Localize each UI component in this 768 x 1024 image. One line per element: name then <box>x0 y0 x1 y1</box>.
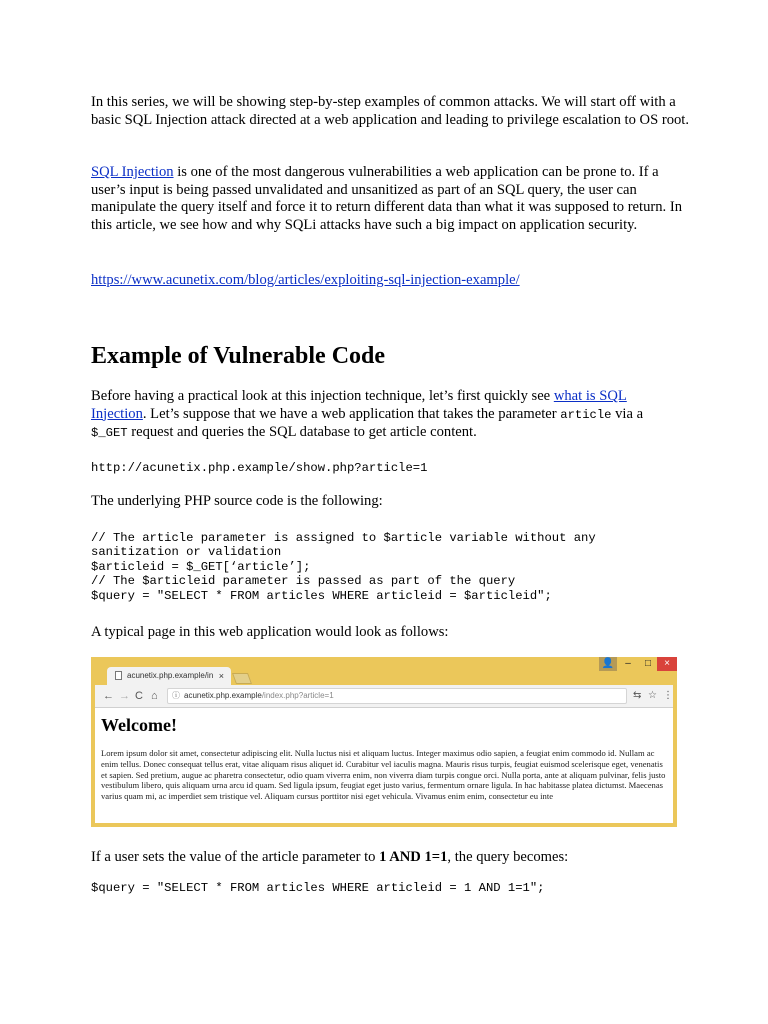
url-host: acunetix.php.example <box>184 691 262 700</box>
inline-code-article: article <box>560 407 612 422</box>
star-icon: ☆ <box>648 690 657 701</box>
close-window-icon: × <box>657 657 677 671</box>
sqli-paragraph <box>91 164 691 234</box>
address-bar <box>167 688 627 704</box>
inline-code-get: $_GET <box>91 426 128 441</box>
tab-close-icon: × <box>218 671 224 681</box>
browser-screenshot <box>91 657 677 827</box>
vulnerable-code-intro <box>91 388 681 443</box>
reload-icon: C <box>135 690 143 702</box>
source-url-paragraph <box>91 272 520 290</box>
browser-toolbar <box>95 685 673 708</box>
intro-text-a: Before having a practical look at this injection technique, let’s first quickly see <box>91 388 554 404</box>
section-heading: Example of Vulnerable Code <box>91 343 386 369</box>
typical-page-paragraph: A typical page in this web application would look as follows: <box>91 624 449 640</box>
php-source-code: // The article parameter is assigned to $article variable without any sanitization or validation $articleid = $_GET[‘article’]; // The $articleid parameter is passed as part of the query $query = "SELECT * FROM articles WHERE articleid = $articleid"; <box>91 531 596 603</box>
sqli-paragraph-text: is one of the most dangerous vulnerabilities a web application can be prone to. If a user’s input is being passed unvalidated and unsanitized as part of an SQL query, the user can manipulate the query itself and force it to return different data than what it was supposed to return. In this article, we see how and why SQLi attacks have such a big impact on application security. <box>91 164 682 233</box>
intro-paragraph: In this series, we will be showing step-by-step examples of common attacks. We will start off with a basic SQL Injection attack directed at a web application and leading to privilege escalation to OS root. <box>91 94 690 128</box>
query-change-text-b: , the query becomes: <box>447 849 569 865</box>
sql-injection-link[interactable]: SQL Injection <box>91 164 174 180</box>
browser-page-content <box>95 708 673 823</box>
translate-icon: ⇆ <box>633 690 642 701</box>
intro-text-b: . Let’s suppose that we have a web application that takes the parameter <box>142 405 561 422</box>
menu-icon: ⋮ <box>663 690 673 701</box>
tab-title: acunetix.php.example/in <box>127 671 214 680</box>
what-is-sql-injection-link[interactable]: what is SQL Injection <box>91 388 627 422</box>
browser-tab-bar <box>91 657 677 685</box>
info-icon: ⓘ <box>172 691 180 700</box>
url-path: /index.php?article=1 <box>261 691 334 700</box>
maximize-icon: □ <box>644 658 652 669</box>
user-icon: 👤 <box>599 657 617 671</box>
query-change-paragraph <box>91 849 568 867</box>
back-arrow-icon: ← <box>103 690 114 702</box>
source-article-link[interactable]: https://www.acunetix.com/blog/articles/exploiting-sql-injection-example/ <box>91 272 520 288</box>
page-icon <box>115 671 122 680</box>
modified-query-code: $query = "SELECT * FROM articles WHERE articleid = 1 AND 1=1"; <box>91 881 545 895</box>
intro-text-c: via a <box>611 405 644 422</box>
welcome-heading: Welcome! <box>101 715 177 735</box>
bold-payload: 1 AND 1=1 <box>379 849 448 865</box>
forward-arrow-icon: → <box>119 690 130 702</box>
lorem-paragraph: Lorem ipsum dolor sit amet, consectetur adipiscing elit. Nulla luctus nisi et aliquam luctus. Integer maximus odio sapien, a feugiat enim commodo id. Nullam ac enim tellus. Donec consequat tellus erat, vitae aliquam risus aliquet id. Curabitur vel iaculis magna. Mauris risus turpis, feugiat euismod scelerisque eget, venenatis et sapien. Sed pretium, augue ac pharetra consectetur, odio quam viverra enim, non viverra diam turpis congue orci. Nulla porta, ante at aliquam pulvinar, felis justo vestibulum libero, quis aliquam urna arcu id quam. Sed ligula ipsum, feugiat eget justo varius, fermentum ornare ligula. In hac habitasse platea dictumst. Maecenas varius quam mi, ac imperdiet sem tristique vel. Aliquam cursus porttitor nisi eget vehicula. Vivamus enim enim, consectetur eu inte <box>101 748 666 802</box>
example-url-code: http://acunetix.php.example/show.php?article=1 <box>91 461 428 475</box>
minimize-icon: – <box>625 658 631 669</box>
query-change-text-a: If a user sets the value of the article parameter to <box>91 849 380 865</box>
browser-tab <box>107 667 231 685</box>
home-icon: ⌂ <box>151 690 158 702</box>
new-tab-icon <box>232 673 252 684</box>
intro-text-d: request and queries the SQL database to get article content. <box>127 424 477 441</box>
underlying-source-paragraph: The underlying PHP source code is the following: <box>91 493 383 509</box>
